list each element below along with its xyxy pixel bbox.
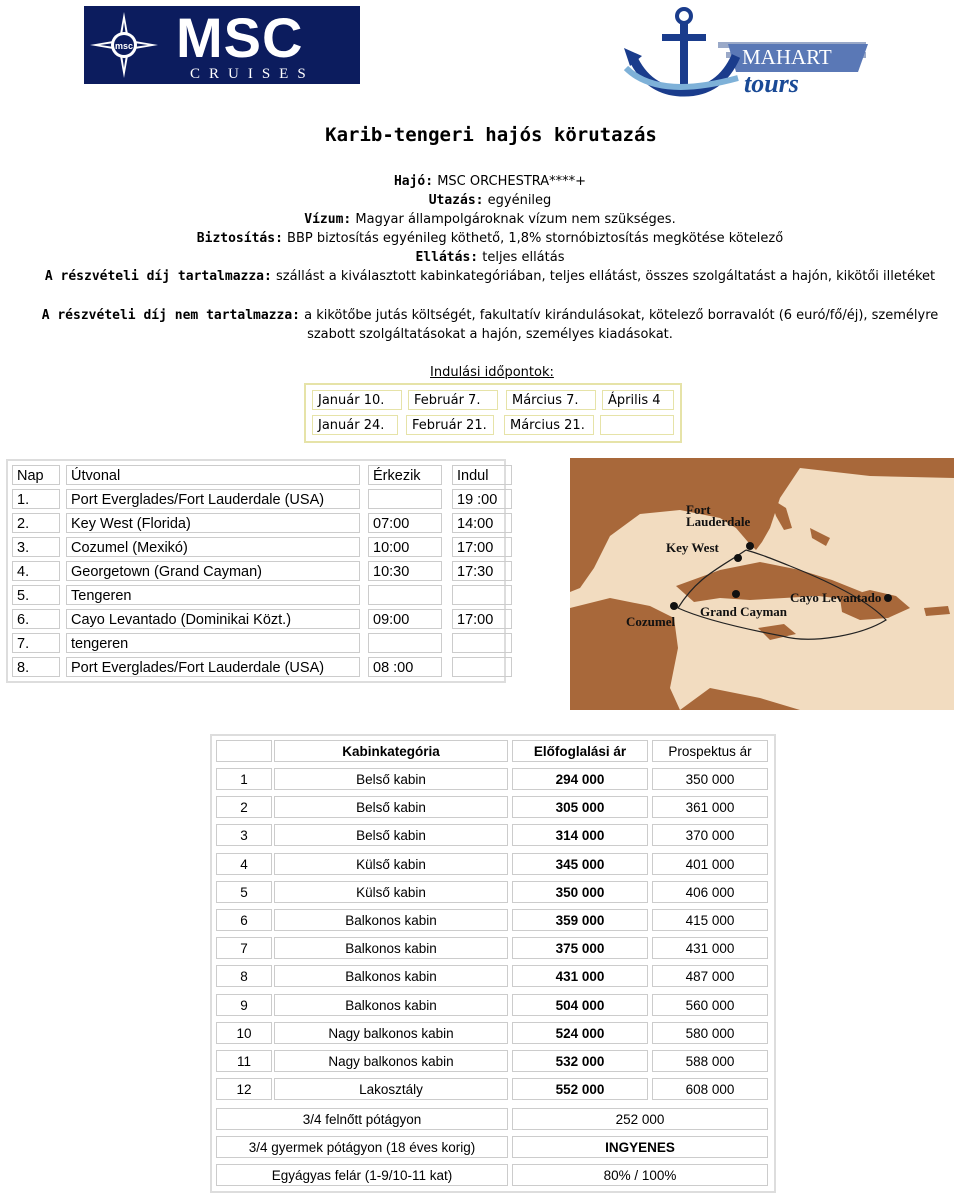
travel-line <box>40 191 940 210</box>
itinerary-route: Tengeren <box>66 585 360 605</box>
board-label: Ellátás: <box>415 250 479 265</box>
early-booking-price: 350 000 <box>512 881 648 903</box>
page-title: Karib-tengeri hajós körutazás <box>325 124 657 146</box>
cabin-number: 10 <box>216 1022 272 1044</box>
visa-value: Magyar állampolgároknak vízum nem szükséges. <box>351 212 676 227</box>
itinerary-arrival <box>368 585 442 605</box>
ship-value: MSC ORCHESTRA****+ <box>433 174 587 189</box>
cabin-number: 11 <box>216 1050 272 1072</box>
itinerary-arrival: 10:30 <box>368 561 442 581</box>
itinerary-day: 5. <box>12 585 60 605</box>
excluded-value: a kikötőbe jutás költségét, fakultatív kirándulásokat, kötelező borravalót (6 euró/fő/éj), személyre szabott szolgáltatásokat a hajón, személyes kiadásokat. <box>299 308 939 342</box>
cabin-number: 3 <box>216 824 272 846</box>
early-booking-price: 345 000 <box>512 853 648 875</box>
cabin-category: Balkonos kabin <box>274 994 508 1016</box>
mahart-logo-word: MAHART <box>742 45 832 69</box>
itinerary-arrival <box>368 633 442 653</box>
compass-rose-icon <box>88 10 160 80</box>
early-booking-price: 314 000 <box>512 824 648 846</box>
cabin-number: 2 <box>216 796 272 818</box>
route-map <box>570 458 954 710</box>
itinerary-header: Indul <box>452 465 512 485</box>
departure-date: Február 21. <box>406 415 494 435</box>
itinerary-day: 1. <box>12 489 60 509</box>
early-booking-price: 375 000 <box>512 937 648 959</box>
cabin-number: 4 <box>216 853 272 875</box>
cabin-category: Lakosztály <box>274 1078 508 1100</box>
itinerary-departure <box>452 585 512 605</box>
board-line <box>40 248 940 267</box>
ship-line <box>40 172 940 191</box>
cabin-number: 8 <box>216 965 272 987</box>
itinerary-arrival: 07:00 <box>368 513 442 533</box>
cabin-number: 9 <box>216 994 272 1016</box>
itinerary-arrival: 09:00 <box>368 609 442 629</box>
cabin-category: Belső kabin <box>274 824 508 846</box>
port-dot-cozumel <box>670 602 678 610</box>
map-label-cozumel: Cozumel <box>626 614 676 629</box>
extra-label: 3/4 felnőtt pótágyon <box>216 1108 508 1130</box>
port-dot-fort-lauderdale <box>746 542 754 550</box>
brochure-price: 431 000 <box>652 937 768 959</box>
insurance-value: BBP biztosítás egyénileg köthető, 1,8% stornóbiztosítás megkötése kötelező <box>282 231 784 246</box>
departure-date: Március 21. <box>504 415 594 435</box>
itinerary-header: Érkezik <box>368 465 442 485</box>
itinerary-route: Georgetown (Grand Cayman) <box>66 561 360 581</box>
early-booking-price: 504 000 <box>512 994 648 1016</box>
msc-logo-sub: CRUISES <box>190 66 315 82</box>
brochure-price: 608 000 <box>652 1078 768 1100</box>
departures-title: Indulási időpontok: <box>430 365 554 380</box>
extra-value: 252 000 <box>512 1108 768 1130</box>
departure-date: Január 24. <box>312 415 398 435</box>
extra-label: 3/4 gyermek pótágyon (18 éves korig) <box>216 1136 508 1158</box>
msc-logo-word: MSC <box>176 6 304 69</box>
early-booking-price: 294 000 <box>512 768 648 790</box>
itinerary-arrival: 10:00 <box>368 537 442 557</box>
itinerary-departure <box>452 657 512 677</box>
map-label-cayo: Cayo Levantado <box>790 590 882 605</box>
svg-text:msc: msc <box>114 41 134 51</box>
cabin-number: 5 <box>216 881 272 903</box>
price-table <box>210 734 776 1193</box>
msc-cruises-logo <box>84 6 360 84</box>
itinerary-day: 4. <box>12 561 60 581</box>
port-dot-grand-cayman <box>732 590 740 598</box>
brochure-price: 588 000 <box>652 1050 768 1072</box>
cabin-category: Belső kabin <box>274 768 508 790</box>
brochure-price: 361 000 <box>652 796 768 818</box>
cabin-number: 6 <box>216 909 272 931</box>
itinerary-table <box>6 459 506 683</box>
cabin-category: Belső kabin <box>274 796 508 818</box>
itinerary-departure: 17:00 <box>452 537 512 557</box>
itinerary-departure: 14:00 <box>452 513 512 533</box>
departures-table <box>304 383 682 443</box>
insurance-line <box>40 229 940 248</box>
included-value: szállást a kiválasztott kabinkategóriában, teljes ellátást, összes szolgáltatást a hajón, kikötői illetéket <box>271 269 936 284</box>
itinerary-route: Cayo Levantado (Dominikai Közt.) <box>66 609 360 629</box>
early-booking-price: 524 000 <box>512 1022 648 1044</box>
excluded-label: A részvételi díj nem tartalmazza: <box>41 308 300 323</box>
early-booking-price: 532 000 <box>512 1050 648 1072</box>
itinerary-header: Útvonal <box>66 465 360 485</box>
cabin-category: Balkonos kabin <box>274 965 508 987</box>
cabin-number: 7 <box>216 937 272 959</box>
departure-date <box>600 415 674 435</box>
brochure-price: 415 000 <box>652 909 768 931</box>
port-dot-key-west <box>734 554 742 562</box>
extra-value: 80% / 100% <box>512 1164 768 1186</box>
itinerary-day: 8. <box>12 657 60 677</box>
map-label-fort: Fort <box>686 502 711 517</box>
map-label-lauderdale: Lauderdale <box>686 514 751 529</box>
itinerary-departure: 17:00 <box>452 609 512 629</box>
cabin-category: Balkonos kabin <box>274 909 508 931</box>
price-header-early: Előfoglalási ár <box>512 740 648 762</box>
map-label-cayman: Grand Cayman <box>700 604 788 619</box>
cabin-category: Külső kabin <box>274 881 508 903</box>
included-label: A részvételi díj tartalmazza: <box>44 269 272 284</box>
early-booking-price: 431 000 <box>512 965 648 987</box>
board-value: teljes ellátás <box>478 250 565 265</box>
itinerary-route: Cozumel (Mexikó) <box>66 537 360 557</box>
itinerary-route: Port Everglades/Fort Lauderdale (USA) <box>66 657 360 677</box>
insurance-label: Biztosítás: <box>196 231 283 246</box>
cabin-number: 1 <box>216 768 272 790</box>
early-booking-price: 552 000 <box>512 1078 648 1100</box>
map-label-keywest: Key West <box>666 540 719 555</box>
departure-date: Január 10. <box>312 390 402 410</box>
mahart-tours-logo <box>618 4 868 100</box>
itinerary-departure: 19 :00 <box>452 489 512 509</box>
ship-label: Hajó: <box>393 174 434 189</box>
itinerary-day: 3. <box>12 537 60 557</box>
itinerary-day: 7. <box>12 633 60 653</box>
departure-date: Április 4 <box>602 390 674 410</box>
itinerary-header: Nap <box>12 465 60 485</box>
brochure-price: 406 000 <box>652 881 768 903</box>
visa-line <box>40 210 940 229</box>
departure-date: Március 7. <box>506 390 596 410</box>
itinerary-route: Port Everglades/Fort Lauderdale (USA) <box>66 489 360 509</box>
cabin-number: 12 <box>216 1078 272 1100</box>
visa-label: Vízum: <box>304 212 352 227</box>
cabin-category: Balkonos kabin <box>274 937 508 959</box>
travel-value: egyénileg <box>483 193 552 208</box>
cabin-category: Nagy balkonos kabin <box>274 1050 508 1072</box>
itinerary-route: tengeren <box>66 633 360 653</box>
brochure-price: 487 000 <box>652 965 768 987</box>
excluded-line <box>40 306 940 344</box>
early-booking-price: 305 000 <box>512 796 648 818</box>
extra-value: INGYENES <box>512 1136 768 1158</box>
itinerary-departure: 17:30 <box>452 561 512 581</box>
mahart-logo-tours: tours <box>744 69 799 98</box>
included-line <box>40 267 940 286</box>
itinerary-arrival: 08 :00 <box>368 657 442 677</box>
early-booking-price: 359 000 <box>512 909 648 931</box>
departure-date: Február 7. <box>408 390 498 410</box>
itinerary-day: 6. <box>12 609 60 629</box>
travel-label: Utazás: <box>428 193 484 208</box>
cabin-category: Nagy balkonos kabin <box>274 1022 508 1044</box>
price-header-empty <box>216 740 272 762</box>
itinerary-arrival <box>368 489 442 509</box>
brochure-price: 370 000 <box>652 824 768 846</box>
port-dot-cayo-levantado <box>884 594 892 602</box>
itinerary-departure <box>452 633 512 653</box>
brochure-price: 350 000 <box>652 768 768 790</box>
itinerary-route: Key West (Florida) <box>66 513 360 533</box>
cabin-category: Külső kabin <box>274 853 508 875</box>
itinerary-day: 2. <box>12 513 60 533</box>
price-header-brochure: Prospektus ár <box>652 740 768 762</box>
extra-label: Egyágyas felár (1-9/10-11 kat) <box>216 1164 508 1186</box>
brochure-price: 580 000 <box>652 1022 768 1044</box>
brochure-price: 401 000 <box>652 853 768 875</box>
price-header-category: Kabinkategória <box>274 740 508 762</box>
brochure-price: 560 000 <box>652 994 768 1016</box>
